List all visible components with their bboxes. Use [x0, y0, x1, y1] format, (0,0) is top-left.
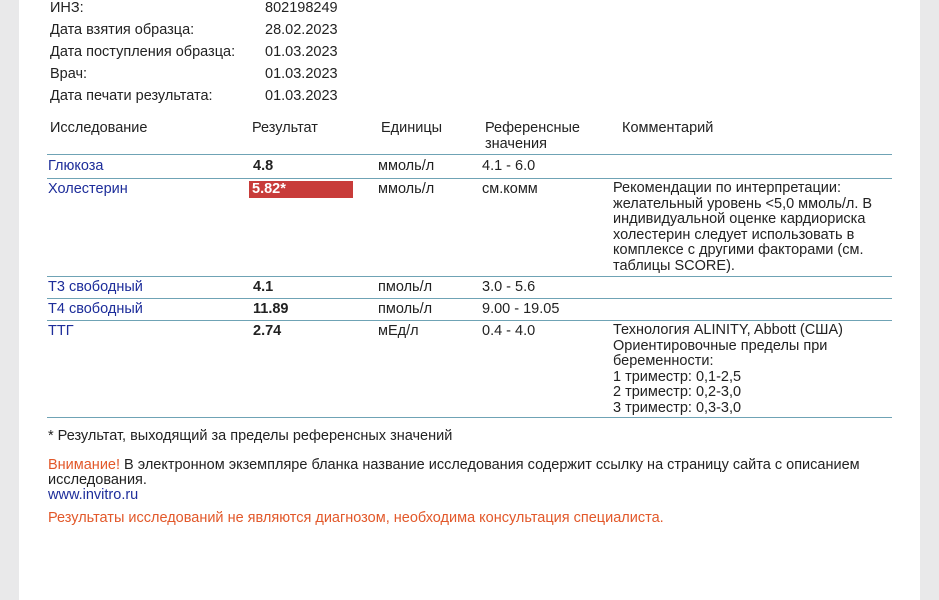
comment	[613, 323, 843, 417]
reference-range: 3.0 - 5.6	[482, 279, 536, 295]
column-header-comment: Комментарий	[622, 120, 714, 136]
reference-range: см.комм	[482, 181, 538, 197]
comment-line: Технология ALINITY, Abbott (США)	[613, 322, 843, 338]
comment-line: желательный уровень <5,0 ммоль/л. В	[613, 195, 873, 212]
test-link-cholesterol[interactable]: Холестерин	[48, 181, 128, 197]
meta-label: ИНЗ:	[50, 0, 84, 16]
notice-warning: Внимание!	[48, 457, 121, 473]
units: ммоль/л	[378, 158, 435, 174]
comment-line: комплексе с другими факторами (см.	[613, 242, 864, 259]
test-link-tsh[interactable]: ТТГ	[48, 323, 74, 339]
column-header-reference	[485, 120, 580, 152]
result-value: 4.1	[253, 279, 274, 295]
reference-range: 4.1 - 6.0	[482, 158, 536, 174]
comment-line: Ориентировочные пределы при	[613, 337, 828, 354]
result-value: 2.74	[253, 323, 282, 339]
comment-line: Рекомендации по интерпретации:	[613, 180, 841, 196]
comment-line: 1 триместр: 0,1-2,5	[613, 368, 742, 385]
column-header-reference-line2: значения	[485, 136, 547, 152]
meta-value: 01.03.2023	[265, 88, 338, 104]
notice-text-line2: исследования.	[48, 472, 147, 488]
notice-line	[48, 458, 898, 473]
reference-range: 0.4 - 4.0	[482, 323, 536, 339]
comment-line: 3 триместр: 0,3-3,0	[613, 399, 742, 416]
column-header-reference-line1: Референсные	[485, 120, 580, 136]
meta-value: 01.03.2023	[265, 44, 338, 60]
meta-value: 28.02.2023	[265, 22, 338, 38]
meta-label: Дата поступления образца:	[50, 44, 236, 60]
meta-label: Дата печати результата:	[50, 88, 213, 104]
meta-value: 01.03.2023	[265, 66, 338, 82]
footnote: * Результат, выходящий за пределы референсных значений	[48, 428, 453, 444]
comment-line: беременности:	[613, 353, 714, 370]
comment-line: индивидуальной оценке кардиориска	[613, 211, 866, 228]
units: пмоль/л	[378, 279, 433, 295]
column-header-units: Единицы	[381, 120, 443, 136]
meta-label: Врач:	[50, 66, 88, 82]
comment-line: таблицы SCORE).	[613, 257, 735, 274]
test-link-t4-free[interactable]: Т4 свободный	[48, 301, 143, 317]
meta-value: 802198249	[265, 0, 338, 16]
units: мЕд/л	[378, 323, 419, 339]
comment-line: холестерин следует использовать в	[613, 226, 855, 243]
notice-text: В электронном экземпляре бланка название исследования содержит ссылку на страницу сайта с описанием	[120, 457, 860, 473]
table-divider	[47, 417, 892, 418]
column-header-result: Результат	[252, 120, 318, 136]
units: пмоль/л	[378, 301, 433, 317]
comment	[613, 181, 872, 275]
column-header-test: Исследование	[50, 120, 148, 136]
result-value: 4.8	[253, 158, 274, 174]
invitro-link[interactable]: www.invitro.ru	[48, 487, 139, 503]
table-divider	[47, 154, 892, 155]
comment-line: 2 триместр: 0,2-3,0	[613, 384, 742, 401]
test-link-t3-free[interactable]: Т3 свободный	[48, 279, 143, 295]
table-divider	[47, 298, 892, 299]
disclaimer: Результаты исследований не являются диагнозом, необходима консультация специалиста.	[48, 510, 664, 526]
meta-label: Дата взятия образца:	[50, 22, 195, 38]
result-value-flagged: 5.82*	[249, 181, 353, 198]
reference-range: 9.00 - 19.05	[482, 301, 560, 317]
test-link-glucose[interactable]: Глюкоза	[48, 158, 104, 174]
table-divider	[47, 276, 892, 277]
units: ммоль/л	[378, 181, 435, 197]
result-value: 11.89	[253, 301, 289, 317]
table-divider	[47, 320, 892, 321]
notice	[48, 458, 898, 503]
table-divider	[47, 178, 892, 179]
